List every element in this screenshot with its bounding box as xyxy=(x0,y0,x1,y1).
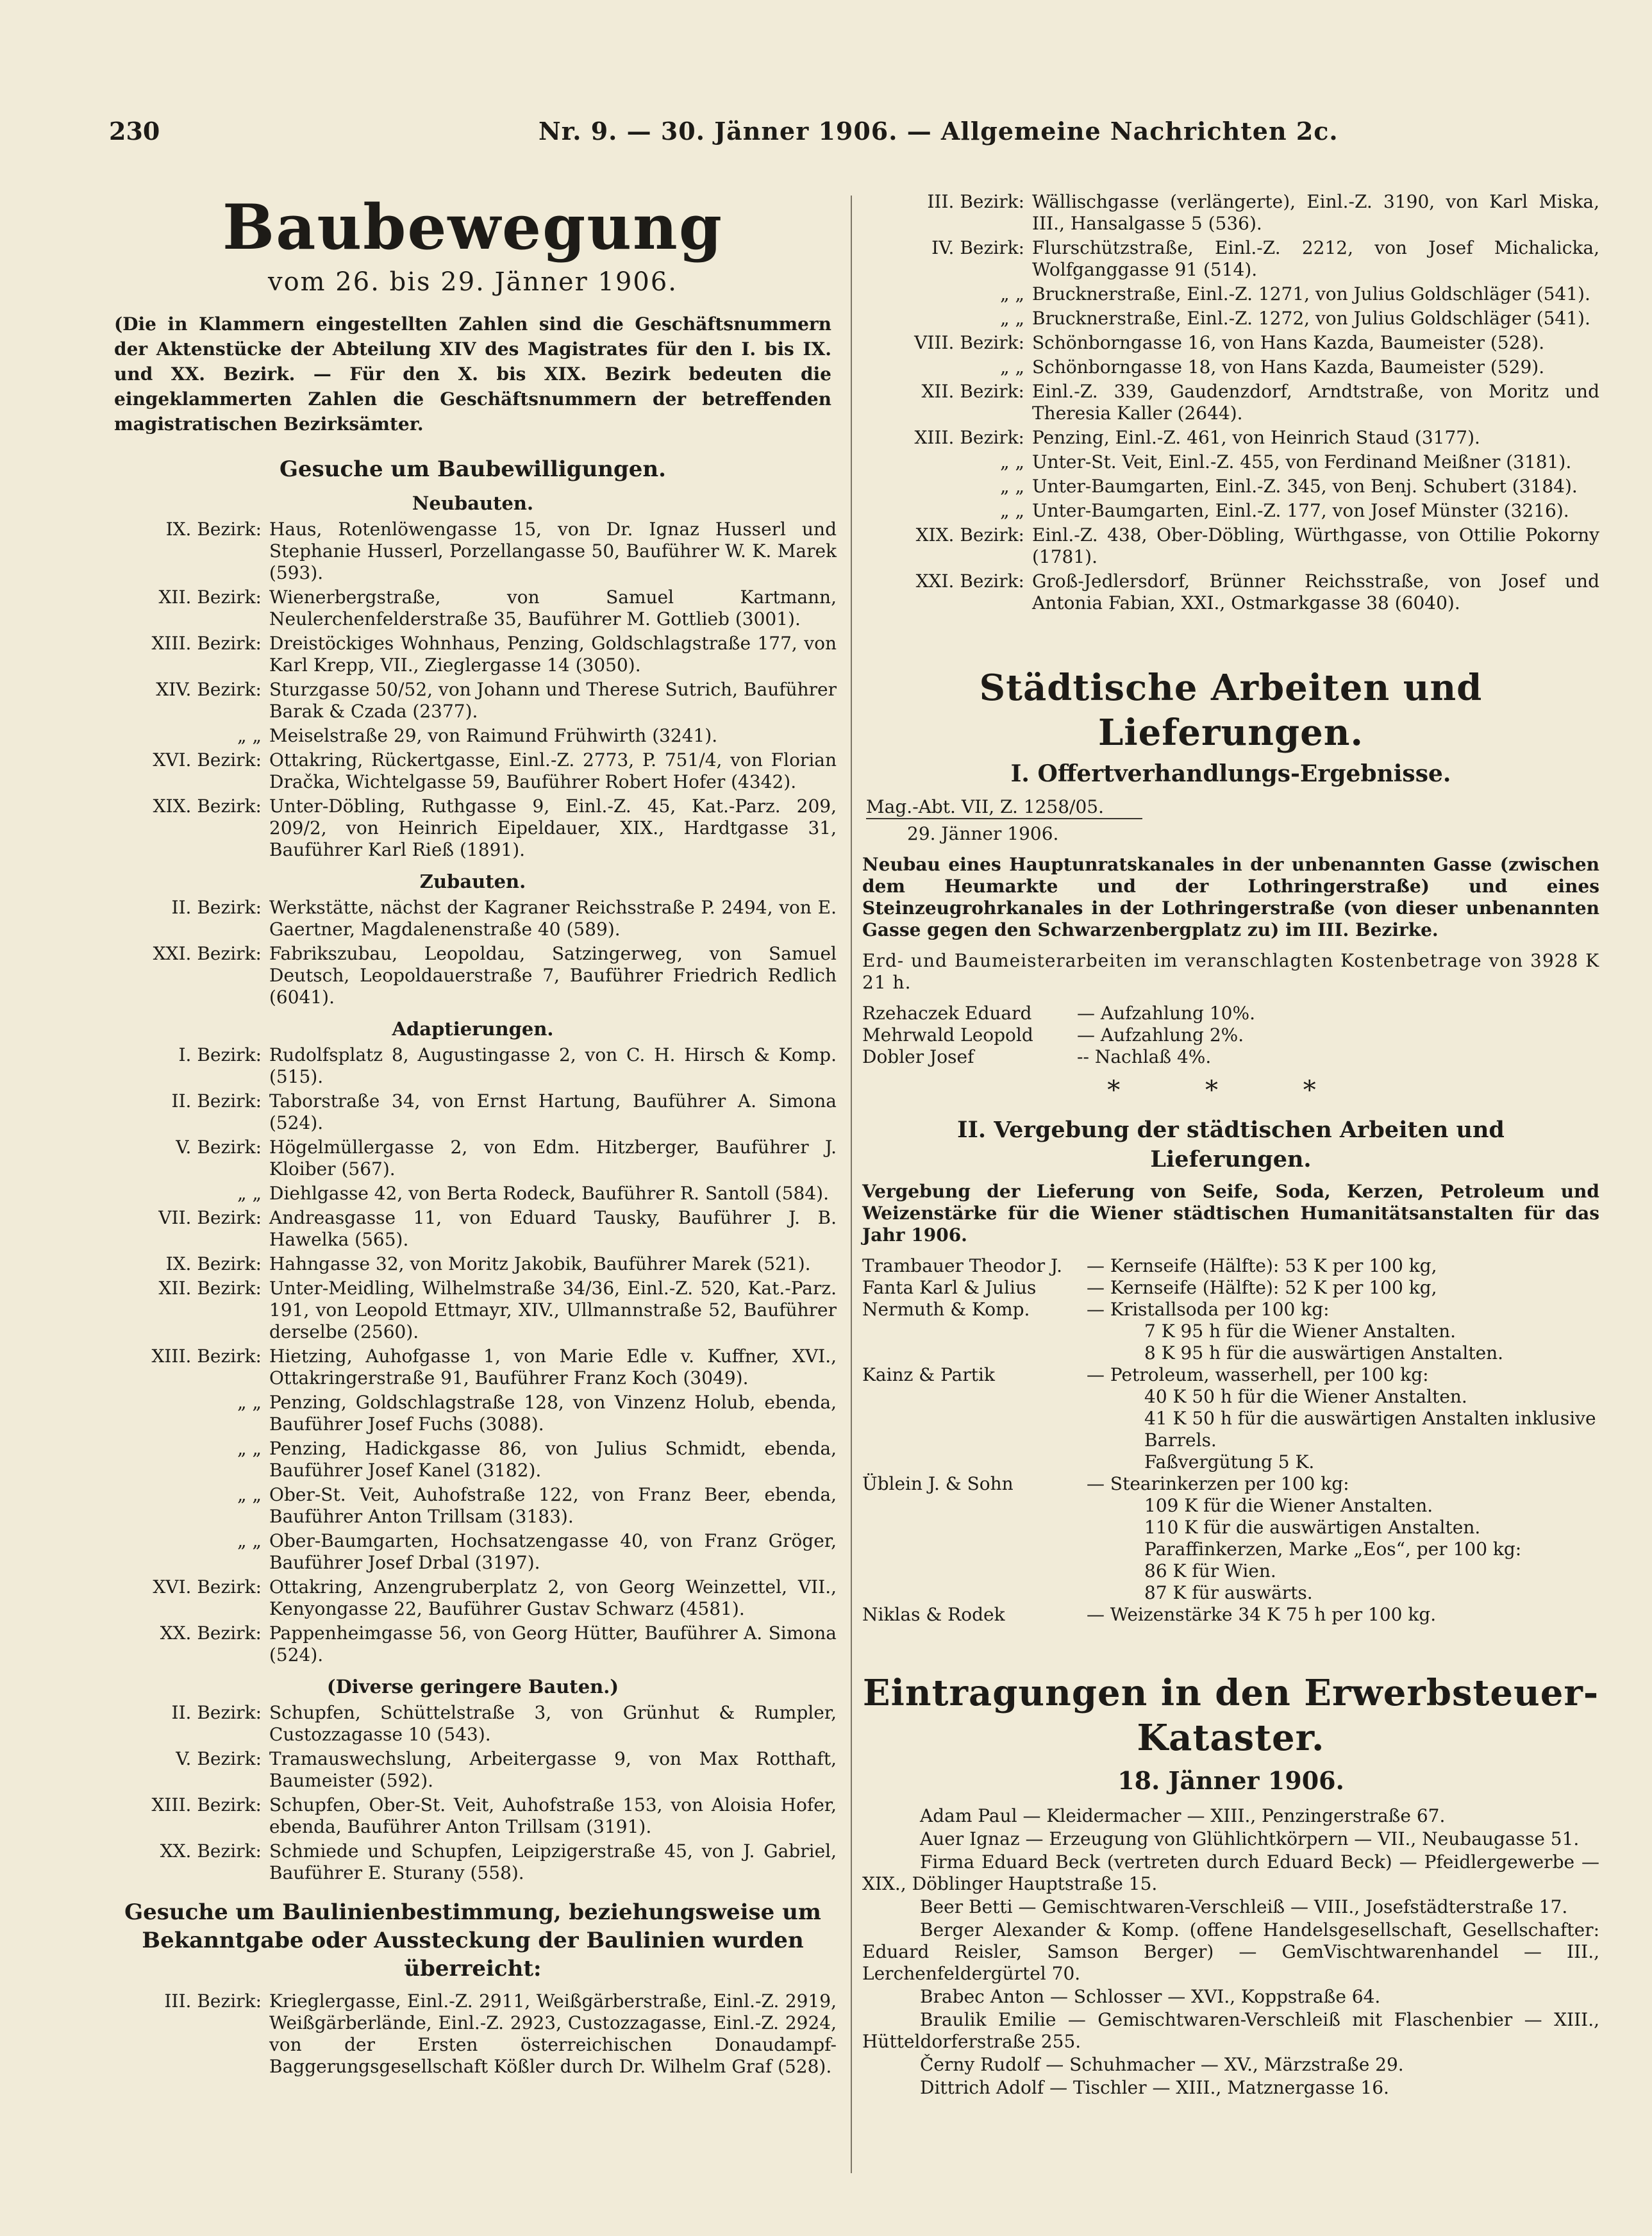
bezirk-entry xyxy=(109,1183,837,1205)
bezirk-entry xyxy=(109,1137,837,1180)
eintragungen-list xyxy=(862,1805,1599,2099)
eintragung-item: Berger Alexander & Komp. (offene Handelsgesellschaft, Gesellschafter: Eduard Reisler, Samson Berger) — GemVischtwarenhandel — III., Lerchenfeldergürtel 70. xyxy=(862,1919,1599,1984)
lieferant-name: Trambauer Theodor J. xyxy=(862,1255,1062,1276)
lieferung-line: 40 K 50 h für die Wiener Anstalten. xyxy=(1144,1386,1467,1407)
baubewegung-title: Baubewegung xyxy=(222,191,723,263)
bezirk-entry xyxy=(109,943,837,1008)
bezirk-entry xyxy=(862,308,1599,330)
lieferant-name: Nermuth & Komp. xyxy=(862,1299,1030,1320)
bezirk-label: II. Bezirk: xyxy=(171,1702,262,1723)
zubauten-list xyxy=(109,897,837,1008)
bezirk-text: Unter-St. Veit, Einl.-Z. 455, von Ferdinand Meißner (3181). xyxy=(1032,451,1572,472)
bezirk-label: „ „ xyxy=(237,1530,262,1551)
heading-gesuche: Gesuche um Baubewilligungen. xyxy=(280,456,666,482)
lieferant-name: Niklas & Rodek xyxy=(862,1604,1005,1625)
bezirk-entry xyxy=(109,1253,837,1275)
bezirk-label: „ „ xyxy=(1000,500,1024,521)
bezirk-label: XVI. Bezirk: xyxy=(153,1576,262,1598)
lieferung-line: 110 K für die auswärtigen Anstalten. xyxy=(1144,1517,1481,1538)
bezirk-text: Högelmüllergasse 2, von Edm. Hitzberger, Bauführer J. Kloiber (567). xyxy=(269,1137,837,1180)
arbeiten-title: Städtische Arbeiten und Lieferungen. xyxy=(979,667,1483,754)
diverse-list xyxy=(109,1702,837,1884)
page-number: 230 xyxy=(109,117,160,146)
bezirk-label: XIX. Bezirk: xyxy=(153,796,262,817)
bezirk-label: „ „ xyxy=(237,1183,262,1204)
bezirk-text: Unter-Baumgarten, Einl.-Z. 345, von Benj. Schubert (3184). xyxy=(1032,476,1578,497)
bezirk-label: XII. Bezirk: xyxy=(158,587,262,608)
bezirk-text: Unter-Baumgarten, Einl.-Z. 177, von Josef Münster (3216). xyxy=(1032,500,1569,521)
bezirk-label: XIV. Bezirk: xyxy=(156,679,262,700)
bezirk-label: I. Bezirk: xyxy=(178,1044,262,1065)
bezirk-entry xyxy=(109,1623,837,1666)
bezirk-text: Meiselstraße 29, von Raimund Frühwirth (3241). xyxy=(269,725,718,746)
bezirk-label: V. Bezirk: xyxy=(176,1748,262,1769)
bezirk-text: Groß-Jedlersdorf, Brünner Reichsstraße, von Josef und Antonia Fabian, XXI., Ostmarkgasse 38 (6040). xyxy=(1032,571,1599,613)
bezirk-entry xyxy=(862,381,1599,424)
bezirk-text: Pappenheimgasse 56, von Georg Hütter, Bauführer A. Simona (524). xyxy=(269,1623,837,1665)
heading-neubauten: Neubauten. xyxy=(412,492,534,514)
bezirk-label: XX. Bezirk: xyxy=(160,1623,262,1644)
bezirk-entry xyxy=(109,519,837,584)
bezirk-entry xyxy=(109,1392,837,1435)
bezirk-label: „ „ xyxy=(1000,356,1024,378)
bezirk-entry xyxy=(862,332,1599,354)
bezirk-label: II. Bezirk: xyxy=(171,1090,262,1112)
lieferung-row xyxy=(862,1277,1599,1299)
adaptierungen-list xyxy=(109,1044,837,1666)
lieferant-name: Üblein J. & Sohn xyxy=(862,1473,1014,1494)
bezirk-label: XXI. Bezirk: xyxy=(915,571,1024,592)
eintragungen-date: 18. Jänner 1906. xyxy=(1117,1766,1344,1795)
baulinien-list xyxy=(109,1990,837,2078)
column-divider xyxy=(851,196,852,2173)
lieferung-line: 8 K 95 h für die auswärtigen Anstalten. xyxy=(1144,1342,1504,1364)
bezirk-label: III. Bezirk: xyxy=(927,191,1024,212)
bezirk-entry xyxy=(109,796,837,861)
eintragung-item: Beer Betti — Gemischtwaren-Verschleiß — VIII., Josefstädterstraße 17. xyxy=(920,1896,1568,1917)
bezirk-text: Ottakring, Rückertgasse, Einl.-Z. 2773, P. 751/4, von Florian Dračka, Wichtelgasse 59, Bauführer Robert Hofer (4342). xyxy=(269,749,837,792)
bezirk-text: Penzing, Einl.-Z. 461, von Heinrich Staud (3177). xyxy=(1032,427,1480,448)
bezirk-text: Unter-Döbling, Ruthgasse 9, Einl.-Z. 45, Kat.-Parz. 209, 209/2, von Heinrich Eipeldauer, XIX., Hardtgasse 31, Bauführer Karl Rieß (1891). xyxy=(269,796,837,860)
bezirk-entry xyxy=(109,587,837,630)
bezirk-text: Sturzgasse 50/52, von Johann und Therese Sutrich, Bauführer Barak & Czada (2377). xyxy=(269,679,837,722)
bezirk-label: „ „ xyxy=(1000,308,1024,329)
bezirk-text: Diehlgasse 42, von Berta Rodeck, Bauführer R. Santoll (584). xyxy=(269,1183,829,1204)
bezirk-entry xyxy=(109,633,837,676)
bezirk-label: „ „ xyxy=(237,1438,262,1459)
bezirk-text: Flurschützstraße, Einl.-Z. 2212, von Josef Michalicka, Wolfganggasse 91 (514). xyxy=(1032,237,1599,280)
lieferung-line: — Kernseife (Hälfte): 52 K per 100 kg, xyxy=(1087,1277,1437,1298)
eintragung-item: Firma Eduard Beck (vertreten durch Eduard Beck) — Pfeidlergewerbe — XIX., Döblinger Hauptstraße 15. xyxy=(862,1851,1599,1894)
bezirk-entry xyxy=(109,1278,837,1343)
lieferung-row xyxy=(862,1473,1599,1604)
bezirk-text: Schupfen, Schüttelstraße 3, von Grünhut & Rumpler, Custozzagasse 10 (543). xyxy=(269,1702,837,1745)
lieferung-details xyxy=(1087,1473,1599,1604)
eintragungen-title: Eintragungen in den Erwerbsteuer-Kataster. xyxy=(862,1672,1599,1759)
lieferung-line: — Stearinkerzen per 100 kg: xyxy=(1087,1473,1349,1494)
lieferung-row xyxy=(862,1255,1599,1277)
page-header xyxy=(103,117,1545,153)
eintragung-item: Brabec Anton — Schlosser — XVI., Koppstraße 64. xyxy=(920,1986,1381,2007)
bezirk-label: „ „ xyxy=(237,725,262,746)
lieferungen-list xyxy=(862,1255,1599,1626)
lieferung-line: Paraffinkerzen, Marke „Eos“, per 100 kg: xyxy=(1144,1539,1522,1560)
bezirk-text: Penzing, Hadickgasse 86, von Julius Schmidt, ebenda, Bauführer Josef Kanel (3182). xyxy=(269,1438,837,1481)
bezirk-text: Brucknerstraße, Einl.-Z. 1271, von Julius Goldschläger (541). xyxy=(1032,283,1590,305)
bezirk-entry xyxy=(862,524,1599,568)
bezirk-entry xyxy=(862,191,1599,235)
bezirk-text: Taborstraße 34, von Ernst Hartung, Bauführer A. Simona (524). xyxy=(269,1090,837,1133)
bezirk-text: Rudolfsplatz 8, Augustingasse 2, von C. H. Hirsch & Komp. (515). xyxy=(269,1044,837,1087)
bezirk-entry xyxy=(109,1990,837,2078)
heading-diverse: (Diverse geringere Bauten.) xyxy=(326,1676,619,1698)
bezirk-label: XIII. Bezirk: xyxy=(151,1794,262,1815)
bezirk-label: III. Bezirk: xyxy=(164,1990,262,2012)
baubewegung-date: vom 26. bis 29. Jänner 1906. xyxy=(267,267,678,297)
lieferung-line: — Kernseife (Hälfte): 53 K per 100 kg, xyxy=(1087,1255,1437,1276)
neubauten-list xyxy=(109,519,837,861)
bezirk-entry xyxy=(109,1207,837,1251)
bezirk-label: „ „ xyxy=(237,1484,262,1505)
lieferung-details xyxy=(1087,1277,1599,1299)
bezirk-text: Werkstätte, nächst der Kagraner Reichsstraße P. 2494, von E. Gaertner, Magdalenenstraße 40 (589). xyxy=(269,897,837,940)
neubau-description: Neubau eines Hauptunratskanales in der unbenannten Gasse (zwischen dem Heumarkte und der Lothringerstraße) und eines Steinzeugrohrkanales in der Lothringerstraße (von dieser unbenannten Gasse gegen den Schwarzenbergplatz zu) im III. Bezirke. xyxy=(862,854,1599,940)
left-column xyxy=(109,191,837,2080)
bezirk-text: Schönborngasse 18, von Hans Kazda, Baumeister (529). xyxy=(1032,356,1545,378)
bezirk-entry xyxy=(109,725,837,747)
offer-row xyxy=(862,1046,1599,1068)
lieferant-name: Kainz & Partik xyxy=(862,1364,995,1385)
lieferant-name: Fanta Karl & Julius xyxy=(862,1277,1037,1298)
bezirk-entry xyxy=(109,1794,837,1838)
bezirk-entry xyxy=(862,356,1599,378)
bezirk-label: „ „ xyxy=(1000,476,1024,497)
bezirk-label: XXI. Bezirk: xyxy=(153,943,262,964)
running-title: Nr. 9. — 30. Jänner 1906. — Allgemeine Nachrichten 2c. xyxy=(538,117,1339,146)
bezirk-text: Ober-St. Veit, Auhofstraße 122, von Franz Beer, ebenda, Bauführer Anton Trillsam (3183). xyxy=(269,1484,837,1527)
bezirk-entry xyxy=(109,679,837,722)
bezirk-text: Schupfen, Ober-St. Veit, Auhofstraße 153, von Aloisia Hofer, ebenda, Bauführer Anton Trillsam (3191). xyxy=(269,1794,837,1837)
eintragung-item: Dittrich Adolf — Tischler — XIII., Matznergasse 16. xyxy=(920,2077,1389,2098)
bezirk-entry xyxy=(109,1576,837,1620)
bezirk-text: Hietzing, Auhofgasse 1, von Marie Edle v. Kuffner, XVI., Ottakringerstraße 91, Bauführer Franz Koch (3049). xyxy=(269,1346,837,1389)
bezirk-entry xyxy=(109,1438,837,1481)
bezirk-label: XIII. Bezirk: xyxy=(151,633,262,654)
bezirk-label: IV. Bezirk: xyxy=(931,237,1024,258)
offer-result: -- Nachlaß 4%. xyxy=(1077,1046,1212,1067)
lieferung-line: 86 K für Wien. xyxy=(1144,1560,1276,1581)
lieferung-line: 87 K für auswärts. xyxy=(1144,1582,1313,1603)
heading-offert: I. Offertverhandlungs-Ergebnisse. xyxy=(1010,760,1451,787)
lieferung-details xyxy=(1087,1604,1599,1626)
bezirk-entry xyxy=(862,451,1599,473)
lieferung-line: 41 K 50 h für die auswärtigen Anstalten inklusive Barrels. xyxy=(1144,1408,1596,1451)
heading-baulinien: Gesuche um Baulinienbestimmung, beziehungsweise um Bekanntgabe oder Aussteckung der Baulinien wurden überreicht: xyxy=(124,1899,821,1982)
bezirk-label: IX. Bezirk: xyxy=(165,1253,262,1274)
heading-zubauten: Zubauten. xyxy=(419,871,526,892)
baubewegung-note: (Die in Klammern eingestellten Zahlen sind die Geschäftsnummern der Aktenstücke der Abteilung XIV des Magistrates für den I. bis IX. und XX. Bezirk. — Für den X. bis XIX. Bezirk bedeuten die eingeklammerten Zahlen die Geschäftsnummern der betreffenden magistratischen Bezirksämter. xyxy=(114,313,831,435)
bezirk-entry xyxy=(109,897,837,940)
lieferung-row xyxy=(862,1299,1599,1364)
bezirk-label: XX. Bezirk: xyxy=(160,1840,262,1862)
heading-vergebung: II. Vergebung der städtischen Arbeiten und Lieferungen. xyxy=(957,1117,1505,1172)
vergebung-description: Vergebung der Lieferung von Seife, Soda, Kerzen, Petroleum und Weizenstärke für die Wiener städtischen Humanitätsanstalten für das Jahr 1906. xyxy=(862,1181,1599,1246)
bezirk-entry xyxy=(109,1484,837,1528)
bezirk-entry xyxy=(862,476,1599,497)
bezirk-label: V. Bezirk: xyxy=(176,1137,262,1158)
lieferung-row xyxy=(862,1604,1599,1626)
bezirk-text: Wällischgasse (verlängerte), Einl.-Z. 3190, von Karl Miska, III., Hansalgasse 5 (536). xyxy=(1032,191,1599,234)
bezirk-entry xyxy=(862,571,1599,614)
bezirk-text: Schmiede und Schupfen, Leipzigerstraße 45, von J. Gabriel, Bauführer E. Sturany (558). xyxy=(269,1840,837,1883)
bezirk-text: Wienerbergstraße, von Samuel Kartmann, Neulerchenfelderstraße 35, Bauführer M. Gottlieb (3001). xyxy=(269,587,837,630)
bezirk-text: Unter-Meidling, Wilhelmstraße 34/36, Einl.-Z. 520, Kat.-Parz. 191, von Leopold Ettmayr, XIV., Ullmannstraße 52, Bauführer derselbe (2560). xyxy=(269,1278,837,1342)
eintragung-item: Adam Paul — Kleidermacher — XIII., Penzingerstraße 67. xyxy=(920,1805,1446,1826)
lieferung-details xyxy=(1087,1364,1599,1473)
lieferung-line: Faßvergütung 5 K. xyxy=(1144,1451,1315,1473)
baulinien-continued-list xyxy=(862,191,1599,614)
bezirk-text: Brucknerstraße, Einl.-Z. 1272, von Julius Goldschläger (541). xyxy=(1032,308,1590,329)
bezirk-label: VII. Bezirk: xyxy=(158,1207,262,1228)
eintragung-item: Braulik Emilie — Gemischtwaren-Verschleiß mit Flaschenbier — XIII., Hütteldorferstraße 255. xyxy=(862,2009,1599,2052)
bezirk-label: IX. Bezirk: xyxy=(165,519,262,540)
reference-number: Mag.-Abt. VII, Z. 1258/05. xyxy=(866,796,1142,819)
bezirk-text: Ottakring, Anzengruberplatz 2, von Georg Weinzettel, VII., Kenyongasse 22, Bauführer Gustav Schwarz (4581). xyxy=(269,1576,837,1619)
lieferung-line: — Petroleum, wasserhell, per 100 kg: xyxy=(1087,1364,1429,1385)
bezirk-label: XII. Bezirk: xyxy=(921,381,1024,402)
heading-adaptierungen: Adaptierungen. xyxy=(392,1018,554,1040)
bezirk-text: Haus, Rotenlöwengasse 15, von Dr. Ignaz Husserl und Stephanie Husserl, Porzellangasse 50, Bauführer W. K. Marek (593). xyxy=(269,519,837,583)
lieferung-line: 109 K für die Wiener Anstalten. xyxy=(1144,1495,1433,1516)
lieferung-line: — Weizenstärke 34 K 75 h per 100 kg. xyxy=(1087,1604,1437,1625)
bezirk-label: „ „ xyxy=(237,1392,262,1413)
bezirk-label: „ „ xyxy=(1000,283,1024,305)
bezirk-entry xyxy=(109,749,837,793)
lieferung-details xyxy=(1087,1299,1599,1364)
bezirk-entry xyxy=(862,427,1599,449)
bezirk-text: Einl.-Z. 438, Ober-Döbling, Würthgasse, von Ottilie Pokorny (1781). xyxy=(1032,524,1599,567)
bezirk-text: Fabrikszubau, Leopoldau, Satzingerweg, von Samuel Deutsch, Leopoldauerstraße 7, Bauführer Friedrich Redlich (6041). xyxy=(269,943,837,1008)
bezirk-label: VIII. Bezirk: xyxy=(914,332,1024,353)
offer-row xyxy=(862,1024,1599,1046)
bezirk-entry xyxy=(109,1530,837,1574)
bezirk-entry xyxy=(862,283,1599,305)
bezirk-entry xyxy=(109,1748,837,1792)
bezirk-label: II. Bezirk: xyxy=(171,897,262,918)
lieferung-row xyxy=(862,1364,1599,1473)
bezirk-text: Einl.-Z. 339, Gaudenzdorf, Arndtstraße, von Moritz und Theresia Kaller (2644). xyxy=(1032,381,1599,424)
bezirk-entry xyxy=(109,1702,837,1746)
bezirk-entry xyxy=(862,237,1599,281)
bezirk-text: Penzing, Goldschlagstraße 128, von Vinzenz Holub, ebenda, Bauführer Josef Fuchs (3088). xyxy=(269,1392,837,1435)
bezirk-text: Dreistöckiges Wohnhaus, Penzing, Goldschlagstraße 177, von Karl Krepp, VII., Zieglergasse 14 (3050). xyxy=(269,633,837,676)
bezirk-entry xyxy=(109,1044,837,1088)
eintragung-item: Černy Rudolf — Schuhmacher — XV., Märzstraße 29. xyxy=(920,2054,1404,2075)
bezirk-label: XIII. Bezirk: xyxy=(151,1346,262,1367)
bezirk-text: Ober-Baumgarten, Hochsatzengasse 40, von Franz Gröger, Bauführer Josef Drbal (3197). xyxy=(269,1530,837,1573)
lieferung-line: — Kristallsoda per 100 kg: xyxy=(1087,1299,1330,1320)
offer-row xyxy=(862,1003,1599,1024)
bezirk-text: Tramauswechslung, Arbeitergasse 9, von Max Rotthaft, Baumeister (592). xyxy=(269,1748,837,1791)
bezirk-text: Andreasgasse 11, von Eduard Tausky, Bauführer J. B. Hawelka (565). xyxy=(269,1207,837,1250)
bezirk-entry xyxy=(109,1840,837,1884)
offer-bidder: Dobler Josef xyxy=(862,1046,974,1067)
bezirk-text: Hahngasse 32, von Moritz Jakobik, Bauführer Marek (521). xyxy=(269,1253,811,1274)
bezirk-label: XIII. Bezirk: xyxy=(914,427,1024,448)
bezirk-entry xyxy=(862,500,1599,522)
bezirk-label: XII. Bezirk: xyxy=(158,1278,262,1299)
lieferung-line: 7 K 95 h für die Wiener Anstalten. xyxy=(1144,1321,1456,1342)
offers-list xyxy=(862,1003,1599,1068)
offer-result: — Aufzahlung 2%. xyxy=(1077,1024,1244,1046)
bezirk-label: XVI. Bezirk: xyxy=(153,749,262,771)
eintragung-item: Auer Ignaz — Erzeugung von Glühlichtkörpern — VII., Neubaugasse 51. xyxy=(920,1828,1580,1849)
bezirk-label: XIX. Bezirk: xyxy=(915,524,1024,546)
lieferung-details xyxy=(1087,1255,1599,1277)
bezirk-label: „ „ xyxy=(1000,451,1024,472)
offer-bidder: Mehrwald Leopold xyxy=(862,1024,1033,1046)
reference-date: 29. Jänner 1906. xyxy=(907,823,1059,844)
section-stars: * * * xyxy=(1107,1076,1355,1105)
bezirk-entry xyxy=(109,1090,837,1134)
bezirk-text: Krieglergasse, Einl.-Z. 2911, Weißgärberstraße, Einl.-Z. 2919, Weißgärberlände, Einl.-Z. 2923, Custozzagasse, Einl.-Z. 2924, von der Ersten österreichischen Donaudampf-Baggerungsgesellschaft Kößler durch Dr. Wilhelm Graf (528). xyxy=(269,1990,837,2077)
bezirk-entry xyxy=(109,1346,837,1389)
offer-bidder: Rzehaczek Eduard xyxy=(862,1003,1032,1024)
erd-description: Erd- und Baumeisterarbeiten im veranschlagten Kostenbetrage von 3928 K 21 h. xyxy=(862,950,1599,993)
right-column xyxy=(862,191,1599,2100)
offer-result: — Aufzahlung 10%. xyxy=(1077,1003,1255,1024)
bezirk-text: Schönborngasse 16, von Hans Kazda, Baumeister (528). xyxy=(1032,332,1545,353)
